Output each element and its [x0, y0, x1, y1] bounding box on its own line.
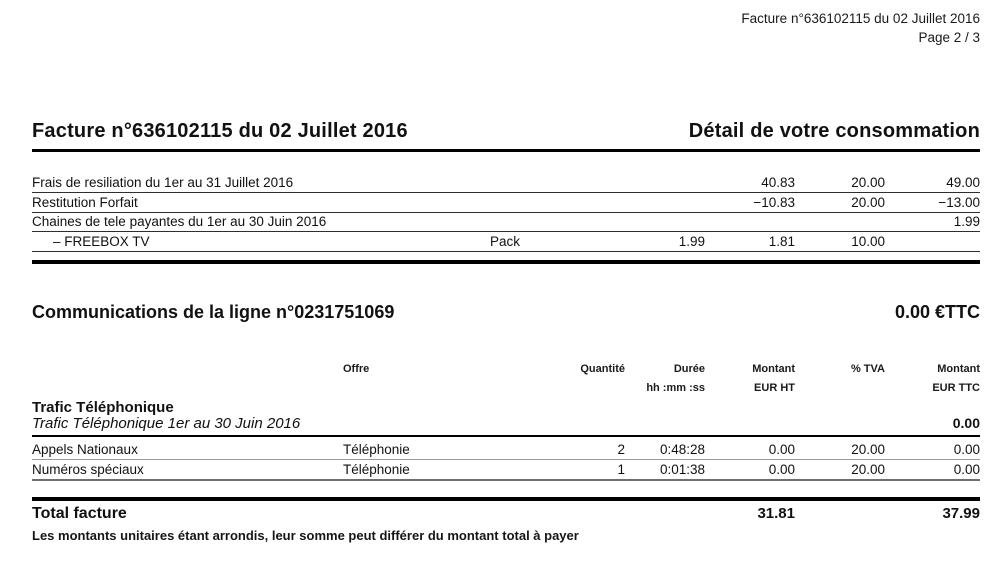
table-row — [32, 174, 980, 193]
cell-offre — [490, 174, 545, 192]
column-header-duration-unit: hh :mm :ss — [646, 382, 705, 394]
cell-amount-ht: 1.81 — [768, 233, 795, 249]
cell-quantity — [545, 233, 625, 251]
cell-duration — [625, 174, 705, 192]
traffic-group-subtotal: 0.00 — [952, 415, 980, 431]
usage-table-headers — [32, 360, 980, 398]
usage-table-rows — [32, 441, 980, 481]
cell-offre — [490, 213, 545, 231]
cell-amount-ht: −10.83 — [753, 194, 795, 210]
communications-total: 0.00 €TTC — [894, 302, 980, 322]
table-row — [32, 213, 980, 232]
consumption-section-title: Détail de votre consommation — [688, 120, 980, 142]
total-label: Total facture — [32, 505, 127, 522]
cell-amount-ttc: 0.00 — [953, 462, 980, 477]
cell-tva: 20.00 — [851, 442, 885, 457]
column-header-tva: % TVA — [850, 363, 885, 375]
cell-amount-ttc: 0.00 — [953, 442, 980, 457]
traffic-group-title: Trafic Téléphonique — [32, 399, 174, 416]
cell-offre: Pack — [490, 233, 521, 249]
table-row — [32, 233, 980, 252]
cell-duration: 1.99 — [678, 233, 705, 249]
cell-tva: 20.00 — [851, 175, 885, 190]
header-invoice-ref: Facture n°636102115 du 02 Juillet 2016 — [741, 11, 980, 26]
cell-description: Appels Nationaux — [32, 442, 138, 457]
table-row — [32, 441, 980, 460]
cell-amount-ttc: 1.99 — [953, 214, 980, 229]
cell-quantity: 2 — [617, 442, 625, 457]
cell-duration — [625, 194, 705, 212]
cell-duration: 0:48:28 — [659, 442, 705, 457]
cell-description: Chaines de tele payantes du 1er au 30 Juin 2016 — [32, 214, 327, 229]
column-header-quantity: Quantité — [580, 363, 625, 375]
total-amount-ht: 31.81 — [757, 505, 795, 522]
total-amount-ttc: 37.99 — [942, 505, 980, 522]
cell-offre: Téléphonie — [343, 462, 410, 477]
detail-table — [32, 174, 980, 252]
cell-amount-ht — [705, 213, 795, 231]
cell-tva — [795, 213, 885, 231]
cell-tva: 20.00 — [851, 194, 885, 210]
cell-amount-ttc — [885, 233, 980, 251]
header-spacer — [32, 360, 343, 398]
cell-duration — [625, 213, 705, 231]
cell-description: – FREEBOX TV — [53, 233, 150, 249]
cell-description: Restitution Forfait — [32, 194, 138, 210]
header-page-number: Page 2 / 3 — [918, 30, 980, 45]
cell-offre: Téléphonie — [343, 442, 410, 457]
cell-description: Numéros spéciaux — [32, 462, 144, 477]
cell-amount-ht: 0.00 — [768, 442, 795, 457]
cell-tva: 10.00 — [851, 233, 885, 249]
cell-quantity — [545, 213, 625, 231]
communications-title: Communications de la ligne n°0231751069 — [32, 302, 395, 322]
table-row — [32, 194, 980, 213]
cell-amount-ttc: −13.00 — [938, 194, 980, 210]
rounding-note: Les montants unitaires étant arrondis, leur somme peut différer du montant total à payer — [32, 528, 579, 543]
column-header-amount-ht-unit: EUR HT — [754, 382, 795, 394]
column-header-amount-ht-label: Montant — [752, 363, 795, 375]
cell-tva: 20.00 — [851, 462, 885, 477]
column-header-duration — [625, 360, 705, 398]
column-header-amount-ttc — [885, 360, 980, 398]
cell-duration: 0:01:38 — [659, 462, 705, 477]
page-header — [741, 9, 980, 47]
cell-description: Frais de resiliation du 1er au 31 Juillet 2016 — [32, 175, 294, 190]
column-header-amount-ttc-label: Montant — [937, 363, 980, 375]
column-header-duration-label: Durée — [673, 363, 705, 375]
column-header-offre: Offre — [343, 363, 370, 375]
invoice-title: Facture n°636102115 du 02 Juillet 2016 — [32, 120, 408, 142]
total-row — [32, 505, 980, 523]
cell-quantity — [545, 174, 625, 192]
title-bar — [32, 120, 980, 152]
total-divider — [32, 497, 980, 501]
cell-quantity — [545, 194, 625, 212]
traffic-group-subtitle-row — [32, 415, 980, 437]
cell-amount-ht: 0.00 — [768, 462, 795, 477]
column-header-amount-ht — [705, 360, 795, 398]
table-row — [32, 461, 980, 481]
column-header-amount-ttc-unit: EUR TTC — [932, 382, 980, 394]
section-divider — [32, 260, 980, 264]
cell-offre — [490, 194, 545, 212]
communications-header — [32, 302, 980, 323]
cell-amount-ht: 40.83 — [761, 175, 795, 190]
traffic-group-subtitle: Trafic Téléphonique 1er au 30 Juin 2016 — [32, 415, 301, 432]
cell-quantity: 1 — [617, 462, 625, 477]
cell-amount-ttc: 49.00 — [946, 175, 980, 190]
